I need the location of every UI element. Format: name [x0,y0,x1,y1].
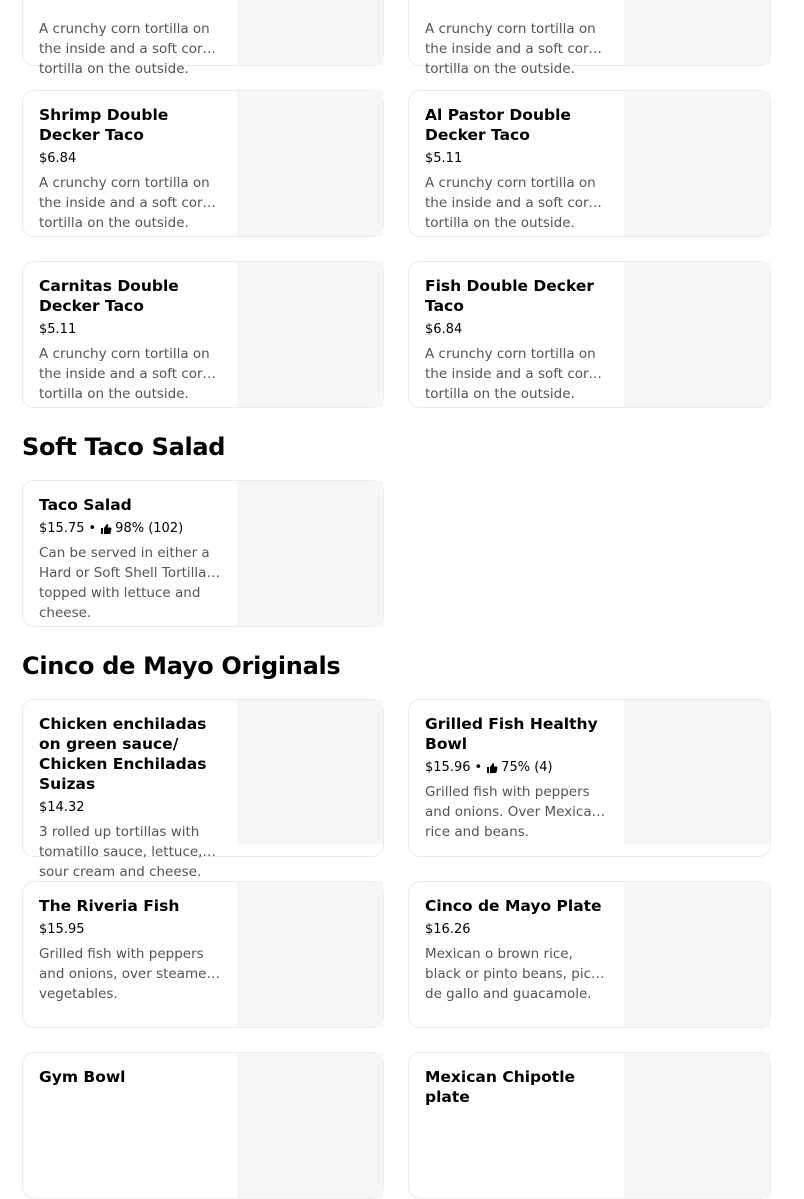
menu-item-price: $6.84 [425,322,463,337]
menu-item-meta [39,150,223,167]
menu-item-meta [425,321,609,338]
menu-item-info [39,495,223,621]
menu-item-description: Can be served in either a Hard or Soft Shell Tortilla, topped with lettuce and cheese. [39,545,211,621]
menu-item-info [39,105,223,231]
menu-item-description: 3 rolled up tortillas with tomatillo sauce, lettuce, sour cream and cheese. [39,824,203,880]
menu-item-price: $15.96 [425,760,471,775]
menu-item-meta [39,799,223,816]
menu-item-price: $15.75 [39,521,85,536]
section-title-soft-taco-salad: Soft Taco Salad [22,433,226,461]
menu-item-description: A crunchy corn tortilla on the inside and a soft corn tortilla on the outside. [39,175,211,231]
menu-item-info [39,276,223,402]
menu-item-image [237,481,383,626]
menu-item-card[interactable] [408,0,771,77]
menu-item-card[interactable] [408,881,771,1028]
menu-item-info [39,896,223,1002]
thumbs-up-icon [486,762,498,774]
menu-item-price: $15.95 [39,922,85,937]
meta-separator: • [474,760,483,775]
menu-item-card[interactable] [22,881,384,1028]
menu-item-description: A crunchy corn tortilla on the inside and a soft corn tortilla on the outside. [39,21,211,77]
menu-item-image [237,882,383,1027]
menu-item-description: Mexican o brown rice, black or pinto beans, pico de gallo and guacamole. [425,946,600,1002]
menu-item-image [624,0,770,65]
menu-item-name: Gym Bowl [39,1068,126,1086]
menu-item-info [425,105,609,231]
menu-item-price: $5.11 [425,151,463,166]
menu-item-name: Grilled Fish Healthy Bowl [425,715,598,753]
menu-item-name: Mexican Chipotle plate [425,1068,576,1106]
menu-item-info [425,896,609,1002]
menu-item-info [425,714,609,840]
menu-item-name: Fish Double Decker Taco [425,277,595,315]
menu-item-image [237,262,383,407]
menu-item-card[interactable] [408,261,771,408]
menu-item-name: Taco Salad [39,496,132,514]
menu-item-name: The Riveria Fish [39,897,180,915]
menu-item-description: A crunchy corn tortilla on the inside and a soft corn tortilla on the outside. [39,346,211,402]
menu-item-name: Chicken enchiladas on green sauce/ Chicken Enchiladas Suizas [39,715,207,793]
thumbs-up-icon [100,523,112,535]
menu-item-description: A crunchy corn tortilla on the inside and a soft corn tortilla on the outside. [425,21,597,77]
menu-item-meta [39,321,223,338]
menu-item-price: $5.11 [39,322,77,337]
section-title-cinco-de-mayo-originals: Cinco de Mayo Originals [22,652,341,680]
menu-item-info [39,1067,223,1087]
menu-item-image [237,1053,383,1198]
menu-item-description: Grilled fish with peppers and onions. Over Mexican rice and beans. [425,784,601,840]
menu-item-image [624,700,770,844]
menu-item-card[interactable] [22,261,384,408]
menu-item-info [425,1067,609,1107]
menu-item-price: $14.32 [39,800,85,815]
menu-item-rating: 75% (4) [501,760,553,775]
menu-item-meta [39,921,223,938]
menu-item-card[interactable] [408,699,771,857]
menu-item-image [237,700,383,844]
menu-item-name: Al Pastor Double Decker Taco [425,106,571,144]
menu-item-image [237,0,383,65]
menu-item-rating: 98% (102) [115,521,184,536]
meta-separator: • [88,521,97,536]
menu-item-meta [39,520,223,537]
menu-item-info [39,714,223,880]
menu-item-description: A crunchy corn tortilla on the inside and a soft corn tortilla on the outside. [425,346,597,402]
menu-item-name: Cinco de Mayo Plate [425,897,602,915]
menu-item-name: Carnitas Double Decker Taco [39,277,179,315]
menu-item-card[interactable] [22,1052,384,1199]
menu-item-name: Shrimp Double Decker Taco [39,106,169,144]
menu-item-meta [425,150,609,167]
menu-item-info [425,276,609,402]
menu-item-card[interactable] [408,1052,771,1199]
menu-item-description: A crunchy corn tortilla on the inside and a soft corn tortilla on the outside. [425,175,597,231]
menu-item-price: $16.26 [425,922,471,937]
menu-item-card[interactable] [22,0,384,77]
menu-item-card[interactable] [22,480,384,627]
menu-item-image [624,882,770,1027]
menu-item-image [624,91,770,236]
menu-item-card[interactable] [22,699,384,880]
menu-item-card[interactable] [408,90,771,237]
menu-item-description: Grilled fish with peppers and onions, over steamed vegetables. [39,946,216,1002]
menu-item-price: $6.84 [39,151,77,166]
menu-item-card[interactable] [22,90,384,237]
menu-item-image [624,1053,770,1198]
menu-item-meta [425,921,609,938]
menu-item-image [237,91,383,236]
menu-item-meta [425,759,609,776]
menu-item-image [624,262,770,407]
